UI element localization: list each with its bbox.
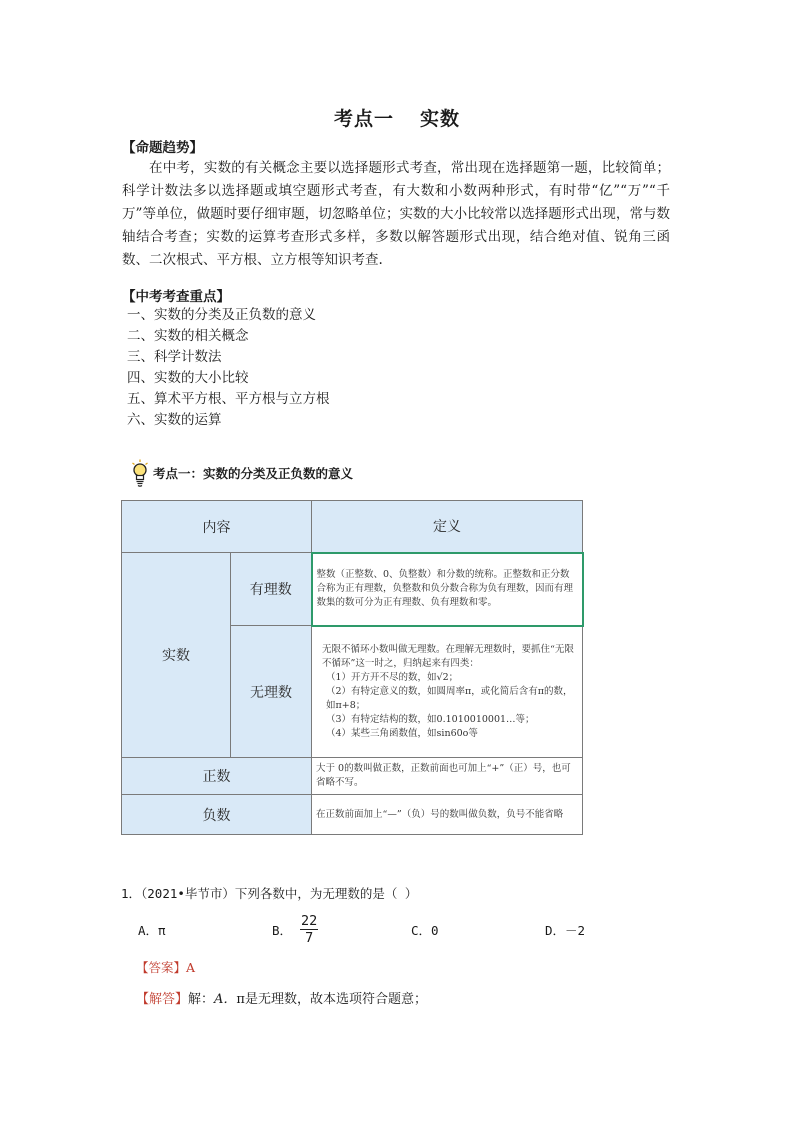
focus-item: 五、算术平方根、平方根与立方根 <box>127 391 330 407</box>
definition-table <box>121 500 584 835</box>
cell-positive: 正数 <box>122 758 312 795</box>
focus-item: 二、实数的相关概念 <box>127 328 249 344</box>
fraction <box>300 913 318 947</box>
kp1-heading <box>131 459 353 487</box>
focus-item: 三、科学计数法 <box>127 349 222 365</box>
option-b-label: B． <box>272 923 293 938</box>
header-content: 内容 <box>122 501 312 553</box>
focus-item: 四、实数的大小比较 <box>127 370 249 386</box>
option-a: A．π <box>138 923 166 938</box>
focus-item: 六、实数的运算 <box>127 412 222 428</box>
fraction-denominator: 7 <box>305 930 314 946</box>
analysis-tag: 【解答】 <box>136 992 189 1007</box>
fraction-numerator: 22 <box>301 913 318 929</box>
cell-negative: 负数 <box>122 795 312 835</box>
trend-text: 在中考，实数的有关概念主要以选择题形式考查，常出现在选择题第一题，比较简单；科学计数法多以选择题或填空题形式考查，有大数和小数两种形式，有时带“亿”“万”“千万”等单位，做题时要仔细审题，切忽略单位；实数的大小比较常以选择题形式出现，常与数轴结合考查；实数的运算考查形式多样，多数以解答题形式出现，结合绝对值、锐角三函数、二次根式、平方根、立方根等知识考查. <box>122 160 670 268</box>
page-title <box>0 104 794 131</box>
rational-definition: 整数（正整数、0、负整数）和分数的统称。正整数和正分数合称为正有理数，负整数和负分数合称为负有理数，因而有理数集的数可分为正有理数、负有理数和零。 <box>312 553 583 626</box>
cell-irrational: 无理数 <box>231 626 312 758</box>
positive-definition: 大于 0的数叫做正数，正数前面也可加上“+”（正）号，也可省略不写。 <box>312 758 583 795</box>
focus-heading: 【中考考查重点】 <box>122 289 230 305</box>
header-definition: 定义 <box>312 501 583 553</box>
negative-definition: 在正数前面加上“—”（负）号的数叫做负数，负号不能省略 <box>312 795 583 835</box>
answer-tag: 【答案】 <box>136 960 187 975</box>
title-right: 实数 <box>420 108 461 130</box>
question-options <box>138 910 598 950</box>
cell-rational: 有理数 <box>231 553 312 626</box>
focus-list <box>127 305 330 431</box>
trend-paragraph <box>122 157 670 272</box>
cell-real-number: 实数 <box>122 553 231 758</box>
irrational-item: （2）有特定意义的数，如圆周率π，或化简后含有π的数，如π+8； <box>326 685 573 711</box>
option-b <box>272 910 318 950</box>
analysis-text: π是无理数，故本选项符合题意； <box>236 992 427 1007</box>
irrational-item: （3）有特定结构的数，如0.1010010001…等； <box>326 713 535 725</box>
lightbulb-icon <box>131 459 149 487</box>
title-left: 考点一 <box>333 108 394 130</box>
irrational-item: （1）开方开不尽的数，如√2； <box>326 671 459 683</box>
question-stem: 1．（2021•毕节市）下列各数中，为无理数的是（ ） <box>121 886 418 901</box>
answer-value: A <box>186 960 196 975</box>
irrational-item: （4）某些三角函数值，如sin60o等 <box>326 727 478 739</box>
irrational-definition <box>312 626 583 758</box>
analysis-option: A． <box>214 992 237 1007</box>
irrational-intro: 无限不循环小数叫做无理数。在理解无理数时，要抓住“无限不循环”这一时之，归纳起来有四类： <box>322 643 574 669</box>
analysis-prefix: 解： <box>188 992 215 1007</box>
kp1-heading-text: 考点一：实数的分类及正负数的意义 <box>153 466 354 481</box>
answer-line <box>136 958 195 976</box>
trend-heading: 【命题趋势】 <box>122 140 203 156</box>
option-d: D．－2 <box>545 923 586 938</box>
focus-item: 一、实数的分类及正负数的意义 <box>127 307 316 323</box>
analysis-line <box>136 988 427 1007</box>
option-c: C．0 <box>411 923 439 938</box>
